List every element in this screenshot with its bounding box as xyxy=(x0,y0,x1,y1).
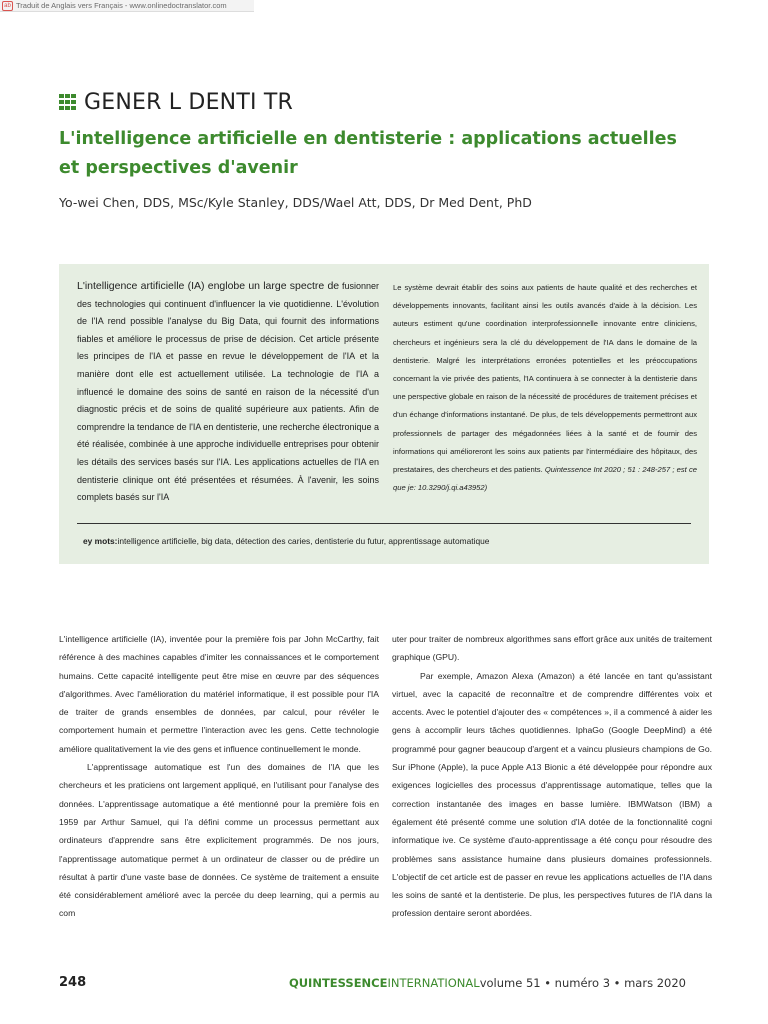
body-left-column xyxy=(59,630,379,923)
abstract-left-column xyxy=(77,278,379,507)
journal-name-part2: INTERNATIONAL xyxy=(387,976,480,990)
page-number: 248 xyxy=(59,975,87,990)
keywords-label: ey mots: xyxy=(83,536,118,546)
body-paragraph: L'apprentissage automatique est l'un des domaines de l'IA que les chercheurs et les praticiens ont largement appliqué, en l'utilisant pour l'analyse des données. L'apprentissage automatique a été mentionné pour la première fois en 1959 par Arthur Samuel, qui l'a défini comme un processus permettant aux ordinateurs d'apprendre sans être explicitement programmés. De nos jours, l'apprentissage automatique permet à un ordinateur de classer ou de prédire un résultat à partir d'une vaste base de données. Ce système de traitement a ensuite été considérablement amélioré avec la percée du deep learning, qui a permis au com xyxy=(59,762,379,919)
body-paragraph: L'intelligence artificielle (IA), inventée pour la première fois par John McCarthy, fait référence à des machines capables d'imiter les connaissances et le comportement humains. Cette capacité intelligente peut être mise en œuvre par des séquences d'algorithmes. Avec l'amélioration du matériel informatique, il est possible pour l'IA de traiter de grands ensembles de données, par calcul, pour révéler le comportement humain et permettre l'interaction avec les gens. Cette technologie améliore qualitativement la vie des gens et influence continuellement le monde. xyxy=(59,634,379,754)
article-title: L'intelligence artificielle en dentisterie : applications actuelles et perspectives d'avenir xyxy=(59,129,677,178)
translator-banner-text: Traduit de Anglais vers Français - www.onlinedoctranslator.com xyxy=(16,1,227,10)
grid-icon xyxy=(59,94,76,111)
keywords-text: intelligence artificielle, big data, détection des caries, dentisterie du futur, apprentissage automatique xyxy=(117,536,490,546)
abstract-right-text: Le système devrait établir des soins aux patients de haute qualité et des recherches et développements innovants, facilitant ainsi les outils avancés d'aide à la décision. Les auteurs estiment qu'une coordination interprofessionnelle innovante entre cliniciens, chercheurs et ingénieurs sera la clé du développement de l'IA dans le domaine de la dentisterie. Malgré les interprétations erronées potentielles et les préoccupations concernant la vie privée des patients, l'IA continuera à se connecter à la dentisterie dans une perspective globale en raison de la nécessité de procédures de traitement précises et d'un échange d'informations instantané. De plus, de tels développements permettront aux professionnels de partager des mégadonnées liées à la santé et de fournir des informations qui amélioreront les soins aux patients par l'intermédiaire des hôpitaux, des prestataires, des chercheurs et des patients. xyxy=(393,283,697,475)
body-right-column xyxy=(392,630,712,923)
citation: Quintessence Int 2020 ; 51 : 248-257 ; est ce que je: 10.3290/j.qi.a43952) xyxy=(393,465,697,493)
abstract-lead: L'intelligence artificielle (IA) englobe un large spectre de xyxy=(77,280,340,292)
journal-footer xyxy=(289,976,686,990)
issue-info: volume 51 • numéro 3 • mars 2020 xyxy=(479,976,686,990)
authors: Yo-wei Chen, DDS, MSc/Kyle Stanley, DDS/Wael Att, DDS, Dr Med Dent, PhD xyxy=(59,195,532,210)
keywords xyxy=(83,536,683,546)
body-paragraph: uter pour traiter de nombreux algorithmes sans effort grâce aux unités de traitement graphique (GPU). xyxy=(392,634,712,663)
journal-name-part1: QUINTESSENCE xyxy=(288,976,388,990)
abstract-divider xyxy=(77,523,691,524)
section-label: GENER L DENTI TR xyxy=(84,89,293,115)
abstract-box xyxy=(59,264,709,564)
body-paragraph: Par exemple, Amazon Alexa (Amazon) a été lancée en tant qu'assistant virtuel, avec la capacité de reconnaître et de comprendre différentes voix et accents. Avec le potentiel d'ajouter des « compétences », il a commencé à aider les gens à accomplir leurs tâches quotidiennes. IphaGo (Google DeepMind) a été programmé pour gagner beaucoup d'argent et a vaincu plusieurs champions de Go. Sur iPhone (Apple), la puce Apple A13 Bionic a été développée pour répondre aux exigences logicielles des processus d'apprentissage automatique, telles que la correction instantanée des images en basse lumière. IBMWatson (IBM) a également été présenté comme une solution d'IA dotée de la fonctionnalité cogni informatique ive. Ce système d'auto-apprentissage a été conçu pour résoudre des problèmes sans assistance humaine dans plusieurs domaines professionnels. L'objectif de cet article est de passer en revue les applications actuelles de l'IA dans les soins de santé et la dentisterie. De plus, les perspectives futures de l'IA dans la profession dentaire seront abordées. xyxy=(392,670,712,919)
translator-banner[interactable] xyxy=(0,0,254,12)
section-header xyxy=(59,88,293,116)
abstract-left-text: fusionner des technologies qui continuent d'influencer la vie quotidienne. L'évolution de l'IA rend possible l'analyse du Big Data, qui fournit des informations fiables et améliore le processus de prise de décision. Cet article présente les principes de l'IA et passe en revue le développement de l'IA et la manière dont elle est actuellement utilisée. La technologie de l'IA a influencé le domaine des soins de santé en raison de la nécessité d'un diagnostic précis et de soins de qualité supérieure aux patients. Afin de comprendre la tendance de l'IA en dentisterie, une recherche électronique a été réalisée, combinée à une approche individuelle entreprises pour obtenir les détails des services basés sur l'IA. Les applications actuelles de l'IA en dentisterie clinique ont été présentées et résumées. À l'avenir, les soins complets basés sur l'IA xyxy=(77,281,379,503)
translator-logo-icon: ab xyxy=(2,1,13,11)
abstract-right-column xyxy=(393,279,697,497)
